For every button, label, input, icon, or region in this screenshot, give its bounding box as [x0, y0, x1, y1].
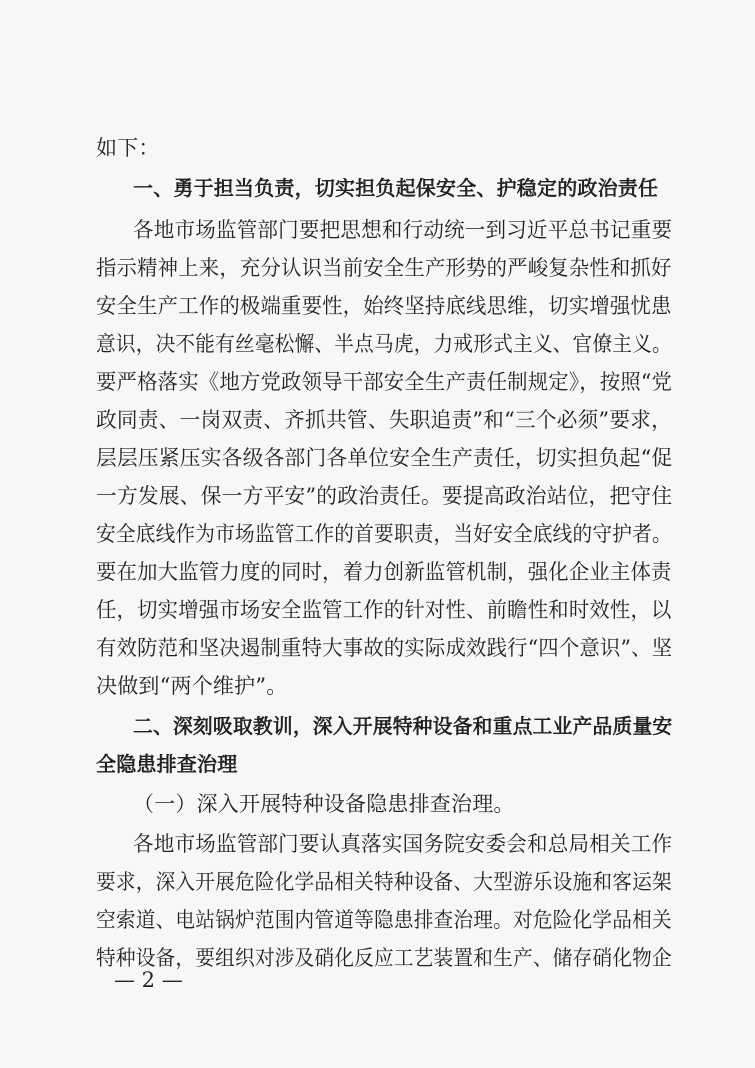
section1-line: 要在加大监管力度的同时，着力创新监管机制，强化企业主体责: [96, 560, 672, 584]
section1-heading: 一、勇于担当负责，切实担负起保安全、护稳定的政治责任: [133, 176, 659, 200]
intro-text: 如下：: [96, 136, 160, 160]
section1-line: 要严格落实《地方党政领导干部安全生产责任制规定》，按照“党: [96, 370, 673, 394]
page-number: — 2 —: [114, 968, 183, 992]
section1-line: 任，切实增强市场安全监管工作的针对性、前瞻性和时效性，以: [96, 598, 672, 622]
section1-line: 决做到“两个维护”。: [96, 674, 288, 698]
subsection1-heading: （一）深入开展特种设备隐患排查治理。: [133, 792, 515, 816]
subsection1-line: 各地市场监管部门要认真落实国务院安委会和总局相关工作: [133, 832, 673, 856]
section1-line: 有效防范和坚决遏制重特大事故的实际成效践行“四个意识”、坚: [96, 636, 673, 660]
section1-line: 安全生产工作的极端重要性，始终坚持底线思维，切实增强忧患: [96, 294, 672, 318]
section1-line: 政同责、一岗双责、齐抓共管、失职追责”和“三个必须”要求，: [96, 408, 673, 432]
section1-line: 安全底线作为市场监管工作的首要职责，当好安全底线的守护者。: [96, 522, 672, 546]
subsection1-line: 空索道、电站锅炉范围内管道等隐患排查治理。对危险化学品相关: [96, 908, 672, 932]
subsection1-line: 特种设备，要组织对涉及硝化反应工艺装置和生产、储存硝化物企: [96, 946, 672, 970]
section2-heading-line2: 全隐患排查治理: [96, 752, 238, 776]
section1-line: 一方发展、保一方平安”的政治责任。要提高政治站位，把守住: [96, 484, 673, 508]
section1-line: 指示精神上来，充分认识当前安全生产形势的严峻复杂性和抓好: [96, 256, 672, 280]
subsection1-line: 要求，深入开展危险化学品相关特种设备、大型游乐设施和客运架: [96, 870, 672, 894]
section1-line: 意识，决不能有丝毫松懈、半点马虎，力戒形式主义、官僚主义。: [96, 332, 672, 356]
section1-line: 层层压紧压实各级各部门各单位安全生产责任，切实担负起“促: [96, 446, 673, 470]
section2-heading-line1: 二、深刻吸取教训，深入开展特种设备和重点工业产品质量安: [133, 714, 673, 738]
section1-line: 各地市场监管部门要把思想和行动统一到习近平总书记重要: [133, 218, 673, 242]
